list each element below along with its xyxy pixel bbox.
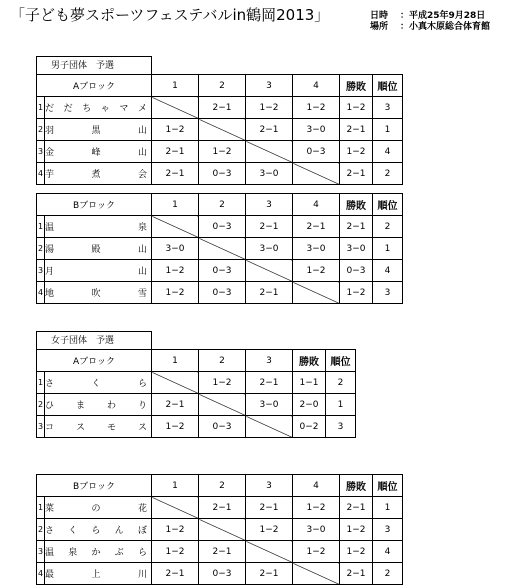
team-name: さ く ら (45, 372, 152, 394)
win-loss-header: 勝敗 (340, 75, 373, 97)
rank: 3 (326, 416, 356, 438)
self-match-cell (152, 372, 199, 394)
venue-label: 場所 (370, 22, 389, 32)
match-score: 1−2 (152, 416, 199, 438)
rank-header: 順位 (373, 75, 403, 97)
row-number: 3 (37, 260, 45, 282)
row-number: 1 (37, 372, 45, 394)
table-row (37, 282, 403, 304)
win-loss: 2−0 (293, 394, 326, 416)
column-header-1: 1 (152, 194, 199, 216)
match-score: 1−2 (199, 372, 246, 394)
team-name: 温 泉 (45, 216, 152, 238)
column-header-3: 3 (246, 194, 293, 216)
header-row (37, 350, 356, 372)
rank: 2 (373, 563, 403, 585)
match-score: 2−1 (293, 216, 340, 238)
table-row (37, 163, 403, 185)
match-score: 2−1 (246, 497, 293, 519)
boys-block-b-table (36, 193, 403, 304)
win-loss: 1−2 (340, 97, 373, 119)
row-number: 2 (37, 119, 45, 141)
rank: 2 (373, 216, 403, 238)
column-header-4: 4 (293, 475, 340, 497)
team-name: だ だ ち ゃ マ メ (45, 97, 152, 119)
column-header-3: 3 (246, 75, 293, 97)
self-match-cell (246, 260, 293, 282)
column-header-4: 4 (293, 75, 340, 97)
team-name: コ ス モ ス (45, 416, 152, 438)
table-row (37, 141, 403, 163)
column-header-1: 1 (152, 475, 199, 497)
match-score: 0−3 (199, 163, 246, 185)
venue-line (370, 19, 490, 32)
match-score: 0−3 (199, 563, 246, 585)
self-match-cell (152, 216, 199, 238)
header-row (37, 475, 403, 497)
win-loss: 2−1 (340, 563, 373, 585)
rank: 1 (373, 238, 403, 260)
date-value: ：平成25年9月28日 (400, 11, 486, 21)
match-score: 3−0 (246, 394, 293, 416)
rank: 4 (373, 541, 403, 563)
self-match-cell (246, 141, 293, 163)
match-score: 2−1 (246, 372, 293, 394)
row-number: 2 (37, 519, 45, 541)
match-score: 2−1 (152, 394, 199, 416)
match-score: 3−0 (246, 163, 293, 185)
column-header-4: 4 (293, 194, 340, 216)
block-name: Aブロック (37, 75, 152, 97)
rank: 3 (373, 97, 403, 119)
win-loss-header: 勝敗 (293, 350, 326, 372)
table-row (37, 541, 403, 563)
win-loss: 1−1 (293, 372, 326, 394)
match-score: 1−2 (246, 97, 293, 119)
rank: 2 (326, 372, 356, 394)
match-score: 2−1 (199, 97, 246, 119)
rank: 1 (373, 119, 403, 141)
rank: 2 (373, 163, 403, 185)
win-loss: 1−2 (340, 519, 373, 541)
match-score: 0−3 (293, 141, 340, 163)
match-score: 3−0 (246, 238, 293, 260)
rank-header: 順位 (373, 475, 403, 497)
table-row (37, 563, 403, 585)
win-loss: 3−0 (340, 238, 373, 260)
match-score: 0−3 (199, 216, 246, 238)
table-row (37, 394, 356, 416)
match-score: 1−2 (199, 141, 246, 163)
venue-value: ：小真木原総合体育館 (400, 22, 491, 32)
match-score: 3−0 (293, 519, 340, 541)
team-name: 湯 殿 山 (45, 238, 152, 260)
match-score: 1−2 (152, 260, 199, 282)
rank: 1 (326, 394, 356, 416)
self-match-cell (293, 563, 340, 585)
win-loss: 1−2 (340, 541, 373, 563)
match-score: 1−2 (152, 519, 199, 541)
header-row (37, 75, 403, 97)
self-match-cell (199, 119, 246, 141)
match-score: 2−1 (246, 216, 293, 238)
team-name: 羽 黒 山 (45, 119, 152, 141)
match-score: 0−3 (199, 416, 246, 438)
match-score: 1−2 (152, 282, 199, 304)
row-number: 2 (37, 394, 45, 416)
girls-block-b-table (36, 474, 403, 585)
column-header-2: 2 (199, 475, 246, 497)
match-score: 1−2 (293, 97, 340, 119)
match-score: 1−2 (293, 260, 340, 282)
column-header-2: 2 (199, 75, 246, 97)
team-name: さ く ら ん ぼ (45, 519, 152, 541)
block-name: Bブロック (37, 194, 152, 216)
team-name: 最 上 川 (45, 563, 152, 585)
row-number: 1 (37, 216, 45, 238)
team-name: 温 泉 か ぶ ら (45, 541, 152, 563)
team-name: ひ ま わ り (45, 394, 152, 416)
column-header-1: 1 (152, 75, 199, 97)
win-loss: 2−1 (340, 216, 373, 238)
table-row (37, 216, 403, 238)
match-score: 2−1 (246, 282, 293, 304)
column-header-3: 3 (246, 475, 293, 497)
win-loss: 2−1 (340, 163, 373, 185)
win-loss: 1−2 (340, 282, 373, 304)
team-name: 月 山 (45, 260, 152, 282)
rank: 4 (373, 260, 403, 282)
table-row (37, 372, 356, 394)
row-number: 1 (37, 97, 45, 119)
win-loss: 0−2 (293, 416, 326, 438)
match-score: 2−1 (246, 119, 293, 141)
win-loss: 1−2 (340, 141, 373, 163)
self-match-cell (293, 282, 340, 304)
table-row (37, 519, 403, 541)
match-score: 1−2 (293, 497, 340, 519)
match-score: 2−1 (246, 563, 293, 585)
header-row (37, 194, 403, 216)
block-name: Bブロック (37, 475, 152, 497)
team-name: 芋 煮 会 (45, 163, 152, 185)
column-header-1: 1 (152, 350, 199, 372)
self-match-cell (152, 497, 199, 519)
row-number: 3 (37, 541, 45, 563)
table-row (37, 416, 356, 438)
match-score: 2−1 (152, 163, 199, 185)
win-loss-header: 勝敗 (340, 194, 373, 216)
match-score: 3−0 (293, 238, 340, 260)
girls-section-label: 女子団体 予選 (36, 331, 152, 349)
rank: 4 (373, 141, 403, 163)
girls-block-a-table (36, 349, 356, 438)
self-match-cell (199, 394, 246, 416)
team-name: 地 吹 雪 (45, 282, 152, 304)
row-number: 4 (37, 282, 45, 304)
row-number: 3 (37, 141, 45, 163)
row-number: 1 (37, 497, 45, 519)
table-row (37, 238, 403, 260)
table-row (37, 97, 403, 119)
page-title: 「子ども夢スポーツフェステバルin鶴岡2013」 (10, 6, 330, 24)
self-match-cell (293, 163, 340, 185)
win-loss: 2−1 (340, 119, 373, 141)
match-score: 3−0 (152, 238, 199, 260)
row-number: 2 (37, 238, 45, 260)
rank: 3 (373, 519, 403, 541)
rank-header: 順位 (326, 350, 356, 372)
rank-header: 順位 (373, 194, 403, 216)
table-row (37, 119, 403, 141)
rank: 3 (373, 282, 403, 304)
match-score: 0−3 (199, 282, 246, 304)
self-match-cell (152, 97, 199, 119)
table-row (37, 497, 403, 519)
row-number: 3 (37, 416, 45, 438)
match-score: 2−1 (152, 141, 199, 163)
match-score: 2−1 (199, 541, 246, 563)
column-header-2: 2 (199, 194, 246, 216)
match-score: 2−1 (199, 497, 246, 519)
match-score: 2−1 (152, 563, 199, 585)
win-loss: 2−1 (340, 497, 373, 519)
win-loss-header: 勝敗 (340, 475, 373, 497)
table-row (37, 260, 403, 282)
boys-section-label: 男子団体 予選 (36, 56, 152, 74)
team-name: 金 峰 山 (45, 141, 152, 163)
block-name: Aブロック (37, 350, 152, 372)
match-score: 1−2 (152, 119, 199, 141)
match-score: 0−3 (199, 260, 246, 282)
column-header-3: 3 (246, 350, 293, 372)
win-loss: 0−3 (340, 260, 373, 282)
column-header-2: 2 (199, 350, 246, 372)
match-score: 1−2 (293, 541, 340, 563)
match-score: 3−0 (293, 119, 340, 141)
date-label: 日時 (370, 11, 389, 21)
match-score: 1−2 (152, 541, 199, 563)
row-number: 4 (37, 563, 45, 585)
row-number: 4 (37, 163, 45, 185)
self-match-cell (199, 519, 246, 541)
match-score: 1−2 (246, 519, 293, 541)
team-name: 菜 の 花 (45, 497, 152, 519)
rank: 1 (373, 497, 403, 519)
self-match-cell (246, 541, 293, 563)
self-match-cell (246, 416, 293, 438)
self-match-cell (199, 238, 246, 260)
boys-block-a-table (36, 74, 403, 185)
